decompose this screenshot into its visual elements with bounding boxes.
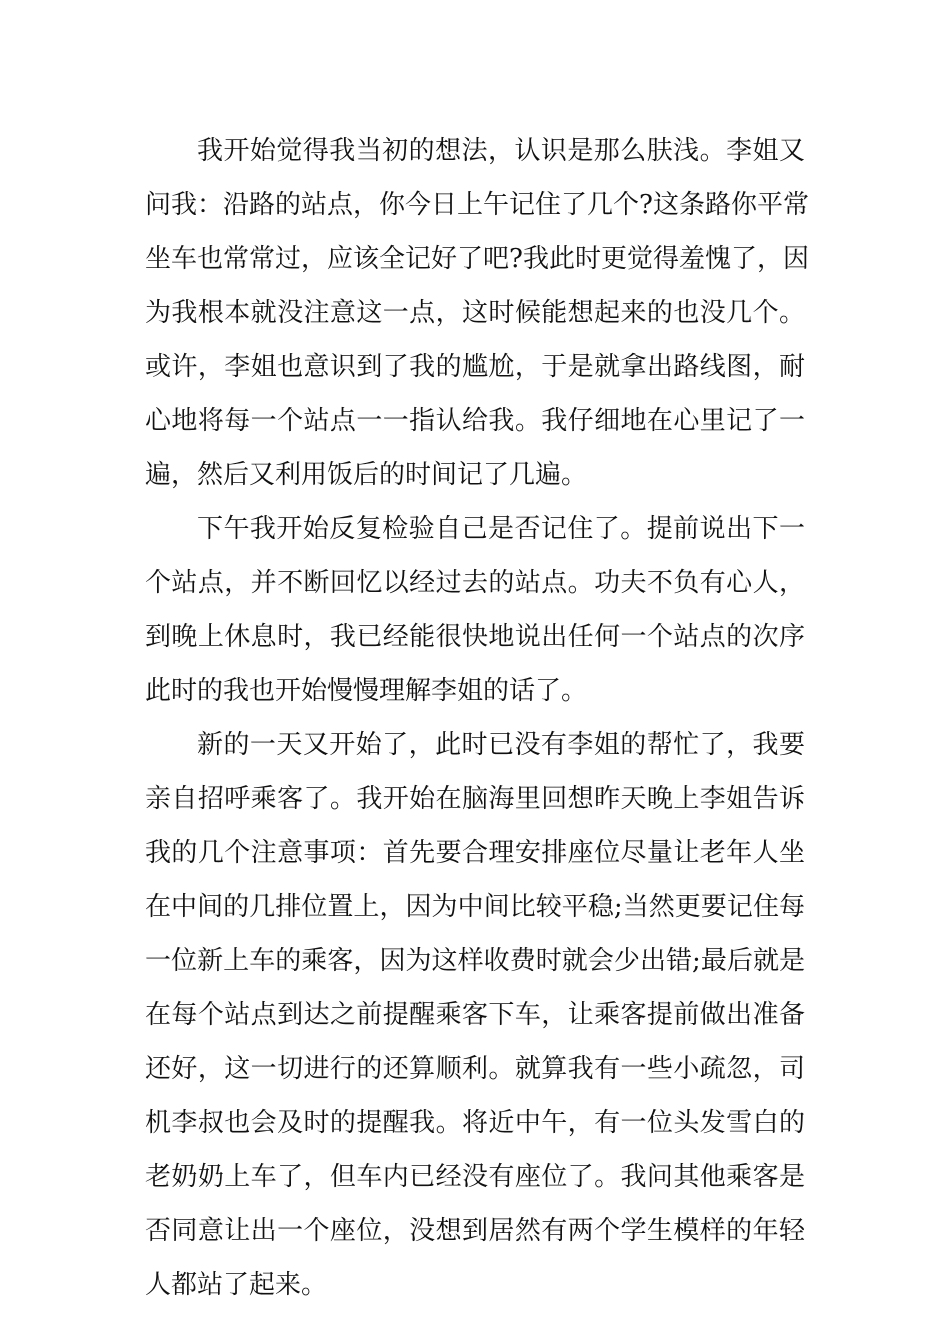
document-body [145, 124, 809, 1312]
text-line: 遍，然后又利用饭后的时间记了几遍。 [145, 460, 588, 490]
text-line: 坐车也常常过，应该全记好了吧?我此时更觉得羞愧了，因 [145, 244, 809, 274]
text-line: 机李叔也会及时的提醒我。将近中午，有一位头发雪白的 [145, 1108, 805, 1138]
paragraph-1 [145, 124, 809, 502]
text-line: 或许，李姐也意识到了我的尴尬，于是就拿出路线图，耐 [145, 352, 805, 382]
text-line: 我的几个注意事项：首先要合理安排座位尽量让老年人坐 [145, 838, 805, 868]
text-line: 还好，这一切进行的还算顺利。就算我有一些小疏忽，司 [145, 1054, 805, 1084]
text-line: 老奶奶上车了，但车内已经没有座位了。我问其他乘客是 [145, 1162, 805, 1192]
paragraph-3 [145, 718, 805, 1312]
text-line: 亲自招呼乘客了。我开始在脑海里回想昨天晚上李姐告诉 [145, 784, 805, 814]
text-line: 否同意让出一个座位，没想到居然有两个学生模样的年轻 [145, 1216, 805, 1246]
text-line: 个站点，并不断回忆以经过去的站点。功夫不负有心人， [145, 568, 805, 598]
text-line: 问我：沿路的站点，你今日上午记住了几个?这条路你平常 [145, 190, 809, 220]
text-line: 我开始觉得我当初的想法，认识是那么肤浅。李姐又 [197, 136, 805, 166]
text-line: 人都站了起来。 [145, 1270, 328, 1300]
text-line: 一位新上车的乘客，因为这样收费时就会少出错;最后就是 [145, 946, 805, 976]
text-line: 在中间的几排位置上，因为中间比较平稳;当然更要记住每 [145, 892, 805, 922]
text-line: 此时的我也开始慢慢理解李姐的话了。 [145, 676, 588, 706]
text-line: 下午我开始反复检验自己是否记住了。提前说出下一 [197, 514, 805, 544]
text-line: 在每个站点到达之前提醒乘客下车，让乘客提前做出准备 [145, 1000, 805, 1030]
text-line: 为我根本就没注意这一点，这时候能想起来的也没几个。 [145, 298, 805, 328]
text-line: 新的一天又开始了，此时已没有李姐的帮忙了，我要 [197, 730, 805, 760]
text-line: 心地将每一个站点一一指认给我。我仔细地在心里记了一 [145, 406, 805, 436]
paragraph-2 [145, 502, 805, 718]
text-line: 到晚上休息时，我已经能很快地说出任何一个站点的次序 [145, 622, 805, 652]
